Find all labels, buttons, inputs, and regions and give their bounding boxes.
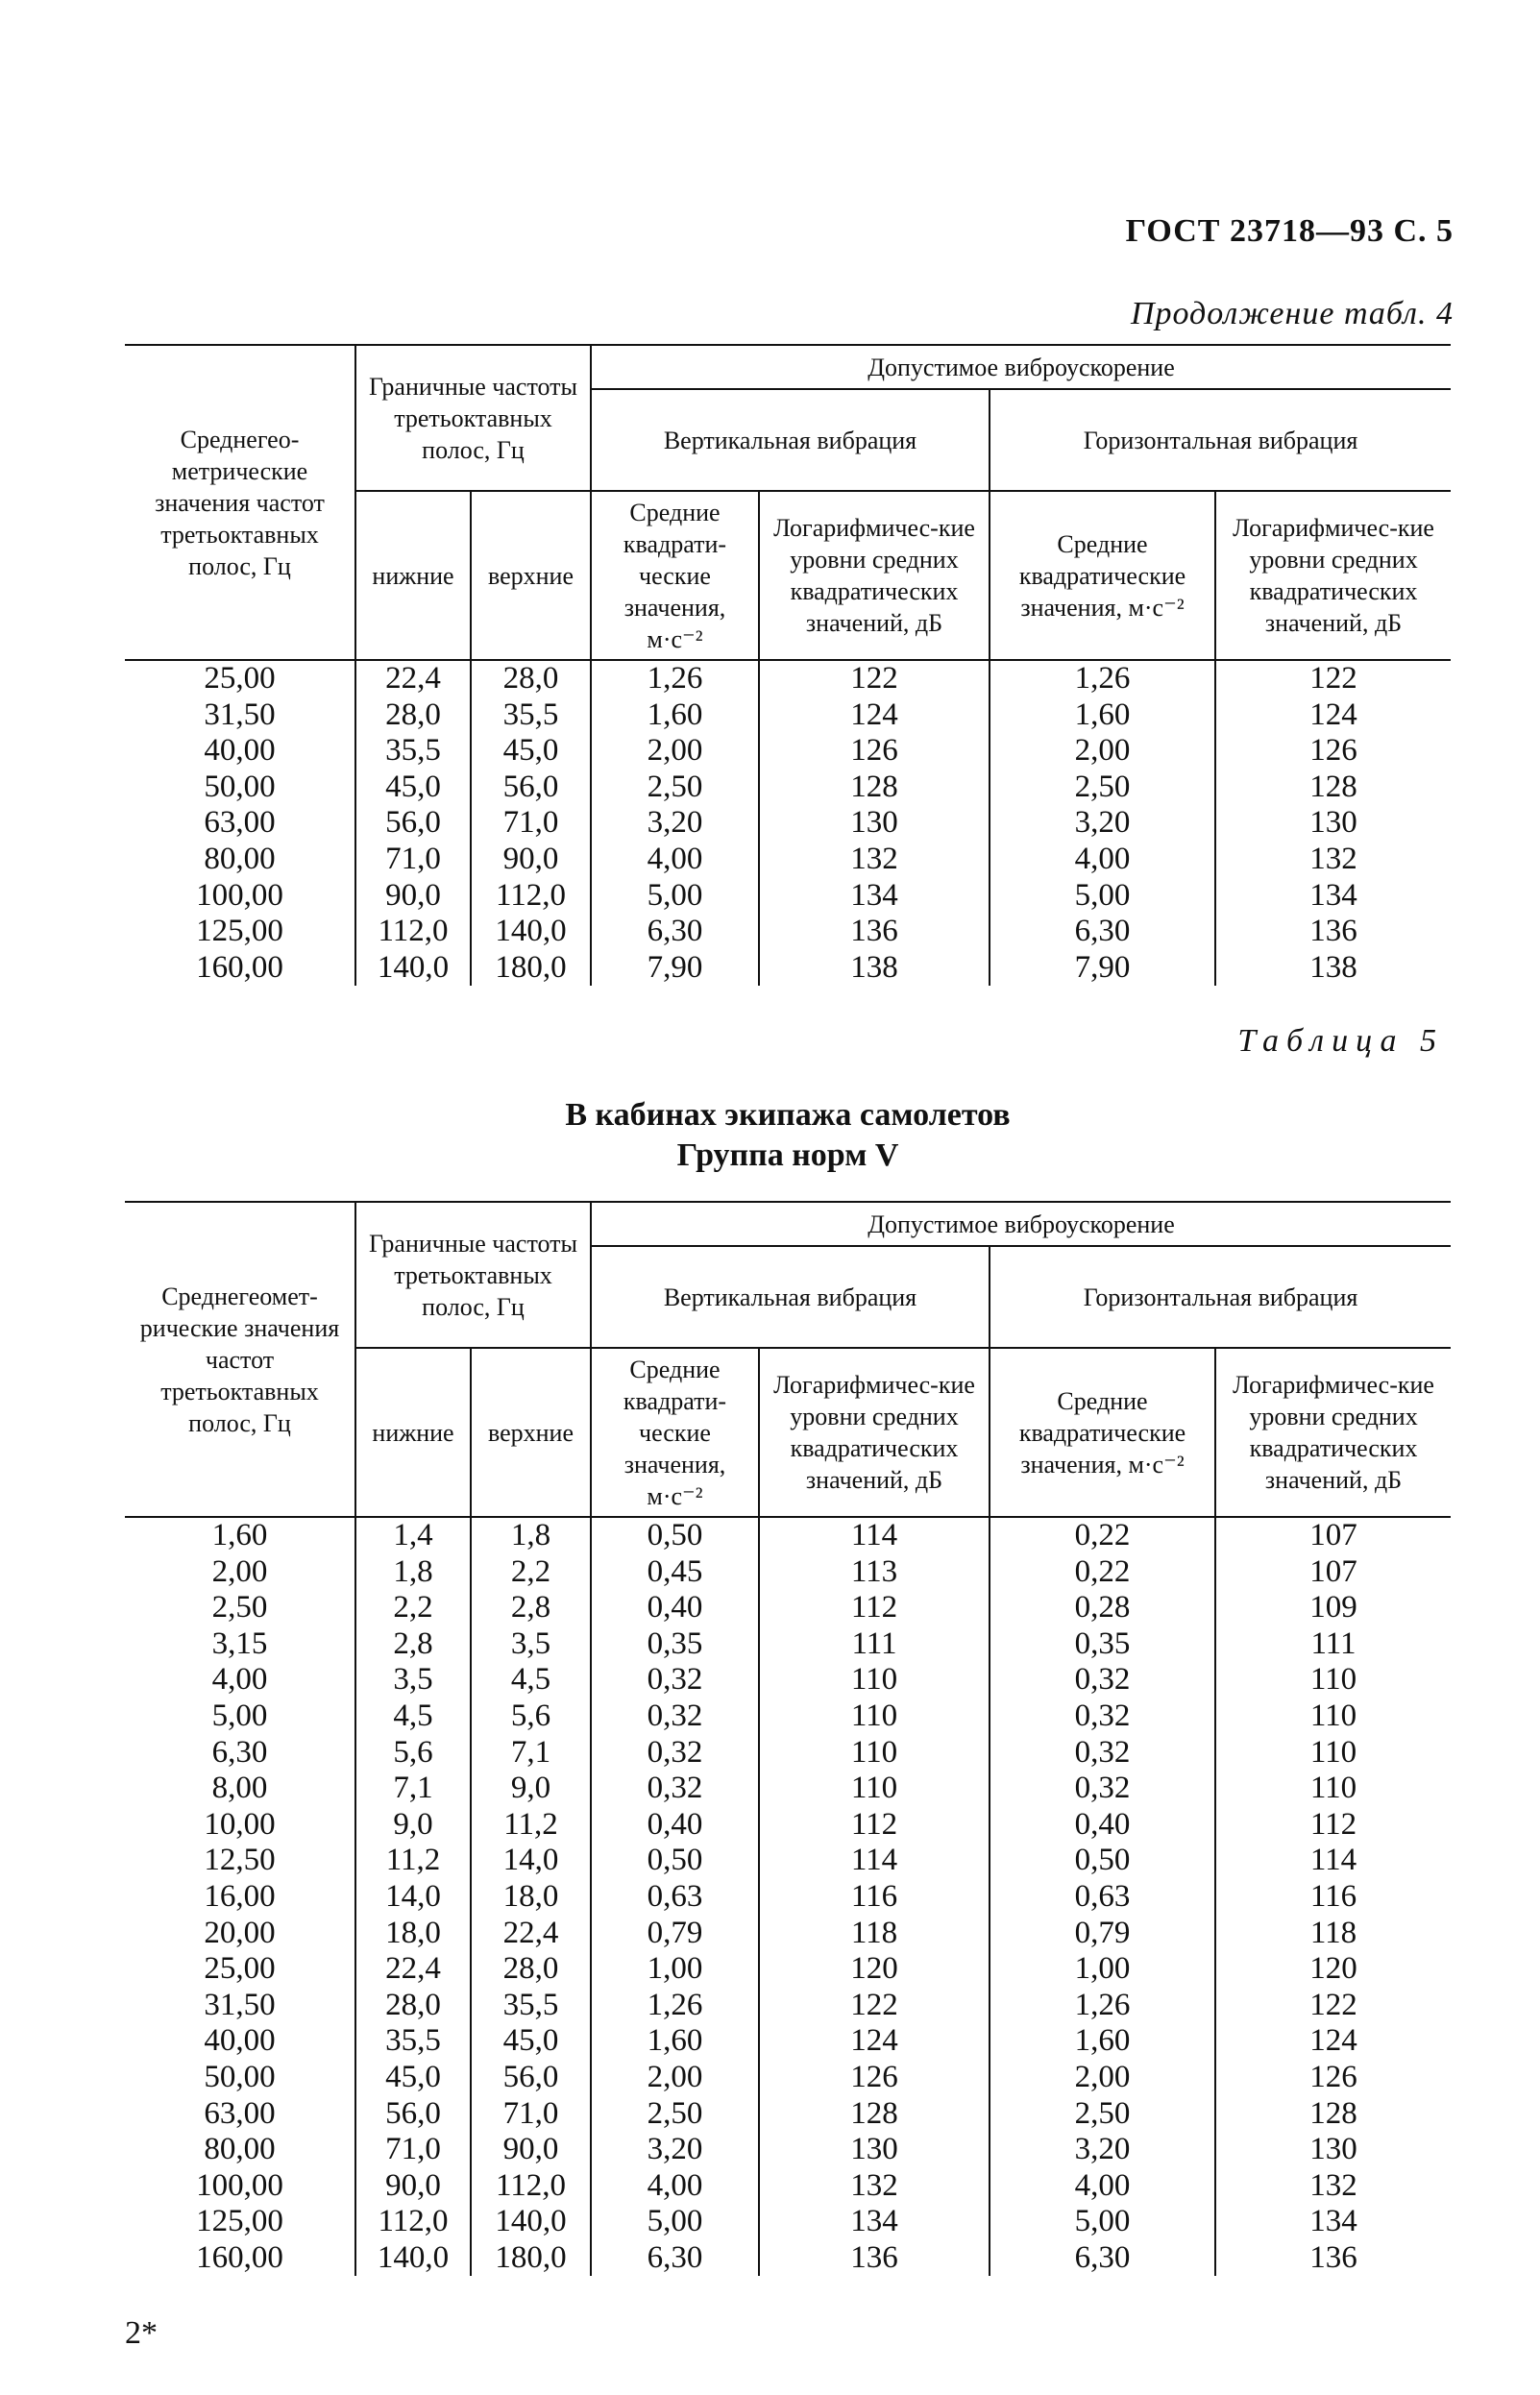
freq-cell: 3,15 — [211, 1625, 268, 1661]
log-vertical-cell: 116 — [759, 1879, 990, 1916]
upper-cell: 14,0 — [471, 1843, 591, 1879]
log-horizontal-cell: 138 — [1215, 950, 1451, 987]
table-5-title-line-2: Группа норм V — [676, 1137, 899, 1173]
rms-vertical-cell: 2,00 — [591, 2060, 759, 2096]
log-horizontal-cell: 130 — [1215, 805, 1451, 842]
log-vertical-cell: 112 — [759, 1807, 990, 1844]
upper-cell: 28,0 — [471, 660, 591, 697]
log-vertical-cell: 114 — [759, 1843, 990, 1879]
page-number: 2* — [125, 2315, 158, 2351]
log-vertical-cell: 128 — [759, 770, 990, 806]
upper-cell: 180,0 — [471, 2240, 591, 2277]
rms-horizontal-cell: 0,22 — [990, 1517, 1215, 1554]
freq-cell: 1,60 — [211, 1518, 268, 1552]
log-horizontal-cell: 124 — [1215, 2023, 1451, 2060]
lower-cell: 35,5 — [355, 733, 471, 770]
log-horizontal-cell: 134 — [1215, 2204, 1451, 2240]
lower-cell: 45,0 — [355, 770, 471, 806]
table-row — [125, 1988, 1451, 2024]
log-vertical-cell: 110 — [759, 1662, 990, 1698]
rms-horizontal-cell: 0,35 — [990, 1626, 1215, 1663]
upper-cell: 45,0 — [471, 733, 591, 770]
freq-cell: 25,00 — [204, 661, 276, 696]
upper-cell: 3,5 — [471, 1626, 591, 1663]
table-4-continuation — [125, 344, 1451, 986]
lower-cell: 11,2 — [355, 1843, 471, 1879]
lower-cell: 90,0 — [355, 878, 471, 915]
lower-cell: 112,0 — [355, 2204, 471, 2240]
log-vertical-cell: 130 — [759, 805, 990, 842]
lower-cell: 140,0 — [355, 2240, 471, 2277]
header-upper: верхние — [471, 491, 591, 660]
rms-vertical-cell: 0,32 — [591, 1698, 759, 1735]
rms-horizontal-cell: 2,00 — [990, 733, 1215, 770]
table-row — [125, 842, 1451, 878]
table-row — [125, 1807, 1451, 1844]
log-horizontal-cell: 110 — [1215, 1771, 1451, 1807]
lower-cell: 9,0 — [355, 1807, 471, 1844]
header-lower: нижние — [355, 1348, 471, 1517]
rms-horizontal-cell: 4,00 — [990, 842, 1215, 878]
rms-horizontal-cell: 0,28 — [990, 1590, 1215, 1626]
header-vertical: Вертикальная вибрация — [591, 1246, 990, 1348]
header-log-vertical: Логарифмичес-кие уровни средних квадратических значений, дБ — [759, 1348, 990, 1517]
upper-cell: 35,5 — [471, 1988, 591, 2024]
table-row — [125, 1916, 1451, 1952]
lower-cell: 71,0 — [355, 842, 471, 878]
header-freq: Среднегео-метрические значения частот третьоктавных полос, Гц — [125, 345, 355, 660]
rms-vertical-cell: 0,32 — [591, 1735, 759, 1772]
table-row — [125, 1843, 1451, 1879]
log-horizontal-cell: 136 — [1215, 914, 1451, 950]
rms-vertical-cell: 6,30 — [591, 914, 759, 950]
rms-horizontal-cell: 2,50 — [990, 2096, 1215, 2133]
table-row — [125, 805, 1451, 842]
table-5-body — [125, 1517, 1451, 2276]
table-row — [125, 1517, 1451, 1554]
upper-cell: 180,0 — [471, 950, 591, 987]
upper-cell: 140,0 — [471, 914, 591, 950]
log-horizontal-cell: 126 — [1215, 2060, 1451, 2096]
lower-cell: 1,8 — [355, 1554, 471, 1591]
table-5-title-line-1: В кабинах экипажа самолетов — [565, 1097, 1011, 1133]
upper-cell: 56,0 — [471, 2060, 591, 2096]
log-horizontal-cell: 109 — [1215, 1590, 1451, 1626]
upper-cell: 7,1 — [471, 1735, 591, 1772]
rms-horizontal-cell: 0,32 — [990, 1662, 1215, 1698]
table-row — [125, 1698, 1451, 1735]
freq-cell: 31,50 — [204, 1987, 276, 2022]
freq-cell: 160,00 — [196, 2239, 283, 2275]
table-5 — [125, 1201, 1451, 2276]
header-log-vertical: Логарифмичес-кие уровни средних квадратических значений, дБ — [759, 491, 990, 660]
table-row — [125, 733, 1451, 770]
log-vertical-cell: 130 — [759, 2132, 990, 2168]
table-4-body — [125, 660, 1451, 986]
upper-cell: 2,8 — [471, 1590, 591, 1626]
table-5-label: Таблица 5 — [1237, 1023, 1444, 1059]
rms-vertical-cell: 2,50 — [591, 2096, 759, 2133]
rms-horizontal-cell: 1,26 — [990, 1988, 1215, 2024]
freq-cell: 50,00 — [204, 2059, 276, 2094]
rms-horizontal-cell: 0,40 — [990, 1807, 1215, 1844]
upper-cell: 56,0 — [471, 770, 591, 806]
rms-vertical-cell: 3,20 — [591, 805, 759, 842]
rms-vertical-cell: 0,50 — [591, 1843, 759, 1879]
rms-vertical-cell: 0,35 — [591, 1626, 759, 1663]
log-vertical-cell: 124 — [759, 697, 990, 734]
log-vertical-cell: 128 — [759, 2096, 990, 2133]
rms-horizontal-cell: 1,60 — [990, 2023, 1215, 2060]
rms-vertical-cell: 7,90 — [591, 950, 759, 987]
log-vertical-cell: 124 — [759, 2023, 990, 2060]
rms-vertical-cell: 1,60 — [591, 2023, 759, 2060]
upper-cell: 90,0 — [471, 2132, 591, 2168]
rms-horizontal-cell: 2,00 — [990, 2060, 1215, 2096]
rms-horizontal-cell: 0,63 — [990, 1879, 1215, 1916]
log-vertical-cell: 122 — [759, 660, 990, 697]
log-horizontal-cell: 136 — [1215, 2240, 1451, 2277]
log-vertical-cell: 126 — [759, 733, 990, 770]
rms-vertical-cell: 0,63 — [591, 1879, 759, 1916]
lower-cell: 28,0 — [355, 697, 471, 734]
freq-cell: 16,00 — [204, 1878, 276, 1914]
header-log-horizontal: Логарифмичес-кие уровни средних квадратических значений, дБ — [1215, 1348, 1451, 1517]
freq-cell: 20,00 — [204, 1915, 276, 1950]
rms-vertical-cell: 4,00 — [591, 842, 759, 878]
log-horizontal-cell: 128 — [1215, 770, 1451, 806]
freq-cell: 40,00 — [204, 733, 276, 769]
rms-horizontal-cell: 0,32 — [990, 1698, 1215, 1735]
header-horizontal: Горизонтальная вибрация — [990, 389, 1451, 491]
freq-cell: 80,00 — [204, 841, 276, 876]
upper-cell: 71,0 — [471, 2096, 591, 2133]
log-vertical-cell: 132 — [759, 842, 990, 878]
header-allowed: Допустимое виброускорение — [591, 1202, 1451, 1246]
freq-cell: 125,00 — [196, 914, 283, 949]
lower-cell: 1,4 — [355, 1517, 471, 1554]
freq-cell: 160,00 — [196, 949, 283, 985]
header-horizontal: Горизонтальная вибрация — [990, 1246, 1451, 1348]
log-vertical-cell: 122 — [759, 1988, 990, 2024]
rms-horizontal-cell: 2,50 — [990, 770, 1215, 806]
table-row — [125, 914, 1451, 950]
table-row — [125, 2204, 1451, 2240]
log-vertical-cell: 110 — [759, 1771, 990, 1807]
rms-vertical-cell: 4,00 — [591, 2168, 759, 2205]
upper-cell: 22,4 — [471, 1916, 591, 1952]
upper-cell: 140,0 — [471, 2204, 591, 2240]
rms-horizontal-cell: 5,00 — [990, 2204, 1215, 2240]
header-rms-vertical: Средние квадрати-ческие значения, м·с⁻² — [591, 491, 759, 660]
rms-horizontal-cell: 5,00 — [990, 878, 1215, 915]
header-bounds: Граничные частоты третьоктавных полос, Гц — [355, 1202, 591, 1348]
log-horizontal-cell: 126 — [1215, 733, 1451, 770]
header-rms-horizontal: Средние квадратические значения, м·с⁻² — [990, 491, 1215, 660]
log-vertical-cell: 112 — [759, 1590, 990, 1626]
rms-vertical-cell: 5,00 — [591, 878, 759, 915]
table-row — [125, 1951, 1451, 1988]
freq-cell: 125,00 — [196, 2204, 283, 2239]
continuation-label: Продолжение табл. 4 — [1130, 296, 1454, 331]
lower-cell: 4,5 — [355, 1698, 471, 1735]
log-vertical-cell: 111 — [759, 1626, 990, 1663]
upper-cell: 4,5 — [471, 1662, 591, 1698]
upper-cell: 45,0 — [471, 2023, 591, 2060]
table-row — [125, 1735, 1451, 1772]
table-row — [125, 1662, 1451, 1698]
log-horizontal-cell: 130 — [1215, 2132, 1451, 2168]
log-horizontal-cell: 122 — [1215, 1988, 1451, 2024]
log-vertical-cell: 134 — [759, 2204, 990, 2240]
log-vertical-cell: 110 — [759, 1698, 990, 1735]
log-horizontal-cell: 112 — [1215, 1807, 1451, 1844]
log-horizontal-cell: 120 — [1215, 1951, 1451, 1988]
freq-cell: 25,00 — [204, 1951, 276, 1987]
log-vertical-cell: 120 — [759, 1951, 990, 1988]
log-vertical-cell: 118 — [759, 1916, 990, 1952]
freq-cell: 63,00 — [204, 2095, 276, 2131]
freq-cell: 10,00 — [204, 1806, 276, 1842]
rms-horizontal-cell: 1,26 — [990, 660, 1215, 697]
freq-cell: 5,00 — [211, 1698, 268, 1733]
rms-vertical-cell: 2,50 — [591, 770, 759, 806]
upper-cell: 9,0 — [471, 1771, 591, 1807]
log-horizontal-cell: 107 — [1215, 1554, 1451, 1591]
upper-cell: 18,0 — [471, 1879, 591, 1916]
table-row — [125, 950, 1451, 987]
rms-vertical-cell: 2,00 — [591, 733, 759, 770]
rms-vertical-cell: 0,79 — [591, 1916, 759, 1952]
lower-cell: 3,5 — [355, 1662, 471, 1698]
table-row — [125, 770, 1451, 806]
table-row — [125, 878, 1451, 915]
lower-cell: 5,6 — [355, 1735, 471, 1772]
rms-vertical-cell: 0,32 — [591, 1662, 759, 1698]
upper-cell: 90,0 — [471, 842, 591, 878]
rms-vertical-cell: 6,30 — [591, 2240, 759, 2277]
rms-horizontal-cell: 1,00 — [990, 1951, 1215, 1988]
log-vertical-cell: 136 — [759, 2240, 990, 2277]
log-vertical-cell: 113 — [759, 1554, 990, 1591]
lower-cell: 56,0 — [355, 805, 471, 842]
log-vertical-cell: 138 — [759, 950, 990, 987]
log-horizontal-cell: 122 — [1215, 660, 1451, 697]
rms-horizontal-cell: 0,22 — [990, 1554, 1215, 1591]
freq-cell: 12,50 — [204, 1843, 276, 1878]
rms-horizontal-cell: 3,20 — [990, 2132, 1215, 2168]
rms-horizontal-cell: 4,00 — [990, 2168, 1215, 2205]
table-row — [125, 2168, 1451, 2205]
lower-cell: 140,0 — [355, 950, 471, 987]
rms-vertical-cell: 1,26 — [591, 1988, 759, 2024]
table-row — [125, 2060, 1451, 2096]
table-row — [125, 2096, 1451, 2133]
log-vertical-cell: 136 — [759, 914, 990, 950]
lower-cell: 2,2 — [355, 1590, 471, 1626]
header-log-horizontal: Логарифмичес-кие уровни средних квадратических значений, дБ — [1215, 491, 1451, 660]
rms-horizontal-cell: 6,30 — [990, 2240, 1215, 2277]
log-vertical-cell: 132 — [759, 2168, 990, 2205]
freq-cell: 50,00 — [204, 769, 276, 804]
rms-horizontal-cell: 0,50 — [990, 1843, 1215, 1879]
header-upper: верхние — [471, 1348, 591, 1517]
freq-cell: 80,00 — [204, 2132, 276, 2167]
upper-cell: 71,0 — [471, 805, 591, 842]
log-horizontal-cell: 110 — [1215, 1735, 1451, 1772]
rms-vertical-cell: 1,60 — [591, 697, 759, 734]
log-vertical-cell: 110 — [759, 1735, 990, 1772]
rms-horizontal-cell: 0,79 — [990, 1916, 1215, 1952]
rms-horizontal-cell: 0,32 — [990, 1735, 1215, 1772]
upper-cell: 112,0 — [471, 878, 591, 915]
header-lower: нижние — [355, 491, 471, 660]
table-row — [125, 660, 1451, 697]
log-vertical-cell: 114 — [759, 1517, 990, 1554]
table-row — [125, 1771, 1451, 1807]
lower-cell: 71,0 — [355, 2132, 471, 2168]
freq-cell: 100,00 — [196, 2167, 283, 2203]
upper-cell: 11,2 — [471, 1807, 591, 1844]
rms-horizontal-cell: 1,60 — [990, 697, 1215, 734]
log-horizontal-cell: 110 — [1215, 1698, 1451, 1735]
rms-vertical-cell: 0,45 — [591, 1554, 759, 1591]
table-row — [125, 1879, 1451, 1916]
lower-cell: 22,4 — [355, 1951, 471, 1988]
table-row — [125, 1590, 1451, 1626]
freq-cell: 8,00 — [211, 1771, 268, 1806]
upper-cell: 28,0 — [471, 1951, 591, 1988]
log-horizontal-cell: 114 — [1215, 1843, 1451, 1879]
lower-cell: 18,0 — [355, 1916, 471, 1952]
upper-cell: 5,6 — [471, 1698, 591, 1735]
lower-cell: 112,0 — [355, 914, 471, 950]
lower-cell: 56,0 — [355, 2096, 471, 2133]
freq-cell: 4,00 — [211, 1662, 268, 1698]
log-horizontal-cell: 132 — [1215, 842, 1451, 878]
lower-cell: 2,8 — [355, 1626, 471, 1663]
page-header: ГОСТ 23718—93 С. 5 — [1125, 213, 1454, 249]
upper-cell: 2,2 — [471, 1554, 591, 1591]
rms-vertical-cell: 0,50 — [591, 1517, 759, 1554]
rms-vertical-cell: 1,00 — [591, 1951, 759, 1988]
table-row — [125, 2023, 1451, 2060]
rms-horizontal-cell: 7,90 — [990, 950, 1215, 987]
lower-cell: 28,0 — [355, 1988, 471, 2024]
freq-cell: 63,00 — [204, 805, 276, 841]
header-rms-vertical: Средние квадрати-ческие значения, м·с⁻² — [591, 1348, 759, 1517]
lower-cell: 22,4 — [355, 660, 471, 697]
freq-cell: 100,00 — [196, 877, 283, 913]
log-horizontal-cell: 118 — [1215, 1916, 1451, 1952]
header-bounds: Граничные частоты третьоктавных полос, Гц — [355, 345, 591, 491]
lower-cell: 7,1 — [355, 1771, 471, 1807]
table-row — [125, 2132, 1451, 2168]
lower-cell: 90,0 — [355, 2168, 471, 2205]
lower-cell: 14,0 — [355, 1879, 471, 1916]
upper-cell: 112,0 — [471, 2168, 591, 2205]
log-horizontal-cell: 128 — [1215, 2096, 1451, 2133]
rms-vertical-cell: 0,40 — [591, 1590, 759, 1626]
log-vertical-cell: 126 — [759, 2060, 990, 2096]
log-horizontal-cell: 111 — [1215, 1626, 1451, 1663]
header-freq: Среднегеомет-рические значения частот третьоктавных полос, Гц — [125, 1202, 355, 1517]
table-5-title — [0, 1095, 1540, 1176]
table-row — [125, 697, 1451, 734]
freq-cell: 40,00 — [204, 2023, 276, 2059]
freq-cell: 2,50 — [211, 1590, 268, 1625]
upper-cell: 35,5 — [471, 697, 591, 734]
log-horizontal-cell: 110 — [1215, 1662, 1451, 1698]
log-vertical-cell: 134 — [759, 878, 990, 915]
lower-cell: 45,0 — [355, 2060, 471, 2096]
log-horizontal-cell: 107 — [1215, 1517, 1451, 1554]
log-horizontal-cell: 116 — [1215, 1879, 1451, 1916]
rms-horizontal-cell: 0,32 — [990, 1771, 1215, 1807]
rms-vertical-cell: 0,32 — [591, 1771, 759, 1807]
header-rms-horizontal: Средние квадратические значения, м·с⁻² — [990, 1348, 1215, 1517]
table-row — [125, 1626, 1451, 1663]
rms-horizontal-cell: 3,20 — [990, 805, 1215, 842]
table-row — [125, 2240, 1451, 2277]
table-row — [125, 1554, 1451, 1591]
header-vertical: Вертикальная вибрация — [591, 389, 990, 491]
log-horizontal-cell: 134 — [1215, 878, 1451, 915]
log-horizontal-cell: 124 — [1215, 697, 1451, 734]
upper-cell: 1,8 — [471, 1517, 591, 1554]
rms-vertical-cell: 5,00 — [591, 2204, 759, 2240]
header-allowed: Допустимое виброускорение — [591, 345, 1451, 389]
lower-cell: 35,5 — [355, 2023, 471, 2060]
log-horizontal-cell: 132 — [1215, 2168, 1451, 2205]
rms-vertical-cell: 0,40 — [591, 1807, 759, 1844]
rms-vertical-cell: 3,20 — [591, 2132, 759, 2168]
freq-cell: 6,30 — [211, 1734, 268, 1770]
freq-cell: 31,50 — [204, 697, 276, 732]
rms-vertical-cell: 1,26 — [591, 660, 759, 697]
freq-cell: 2,00 — [211, 1553, 268, 1589]
rms-horizontal-cell: 6,30 — [990, 914, 1215, 950]
